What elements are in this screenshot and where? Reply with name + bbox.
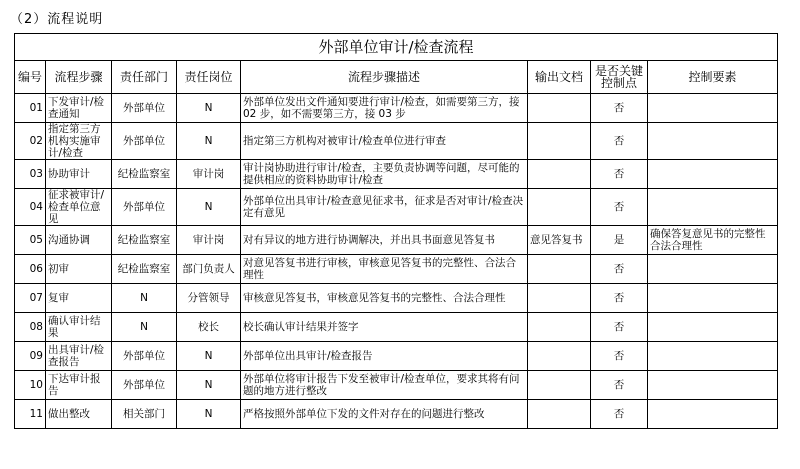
- cell-key-control: 否: [591, 371, 648, 400]
- cell-post: 分管领导: [177, 284, 241, 313]
- table-row: [15, 255, 778, 284]
- cell-dept: 纪检监察室: [112, 226, 177, 255]
- cell-step-name: 做出整改: [46, 400, 112, 429]
- cell-description: 外部单位出具审计/检查报告: [241, 342, 528, 371]
- table-row: [15, 313, 778, 342]
- cell-post: N: [177, 189, 241, 226]
- table-row: [15, 371, 778, 400]
- cell-control-element: [648, 123, 778, 160]
- table-row: [15, 94, 778, 123]
- cell-key-control: 否: [591, 160, 648, 189]
- cell-output-doc: [528, 284, 591, 313]
- cell-step-name: 下达审计报告: [46, 371, 112, 400]
- col-header-doc: 输出文档: [528, 61, 591, 94]
- cell-step-name: 指定第三方机构实施审计/检查: [46, 123, 112, 160]
- col-header-no: 编号: [15, 61, 46, 94]
- cell-output-doc: [528, 255, 591, 284]
- table-row: [15, 189, 778, 226]
- cell-output-doc: [528, 313, 591, 342]
- col-header-step: 流程步骤: [46, 61, 112, 94]
- section-heading: （2）流程说明: [10, 12, 104, 27]
- cell-step-name: 确认审计结果: [46, 313, 112, 342]
- cell-description: 对有异议的地方进行协调解决，并出具书面意见答复书: [241, 226, 528, 255]
- cell-post: 审计岗: [177, 160, 241, 189]
- cell-control-element: [648, 160, 778, 189]
- cell-control-element: [648, 400, 778, 429]
- cell-output-doc: [528, 371, 591, 400]
- col-header-dept: 责任部门: [112, 61, 177, 94]
- cell-description: 指定第三方机构对被审计/检查单位进行审查: [241, 123, 528, 160]
- cell-post: N: [177, 342, 241, 371]
- cell-description: 外部单位发出文件通知要进行审计/检查，如需要第三方，接 02 步，如不需要第三方，接 03 步: [241, 94, 528, 123]
- cell-description: 严格按照外部单位下发的文件对存在的问题进行整改: [241, 400, 528, 429]
- cell-post: N: [177, 94, 241, 123]
- cell-description: 校长确认审计结果并签字: [241, 313, 528, 342]
- table-row: [15, 342, 778, 371]
- cell-key-control: 是: [591, 226, 648, 255]
- cell-row-number: 06: [15, 255, 46, 284]
- table-row: [15, 400, 778, 429]
- header-row: [15, 61, 778, 94]
- cell-dept: 纪检监察室: [112, 160, 177, 189]
- col-header-key: 是否关键控制点: [591, 61, 648, 94]
- cell-control-element: [648, 284, 778, 313]
- cell-row-number: 04: [15, 189, 46, 226]
- cell-control-element: [648, 94, 778, 123]
- cell-dept: 外部单位: [112, 342, 177, 371]
- cell-row-number: 01: [15, 94, 46, 123]
- cell-step-name: 下发审计/检查通知: [46, 94, 112, 123]
- cell-key-control: 否: [591, 189, 648, 226]
- table-title: 外部单位审计/检查流程: [15, 34, 778, 61]
- col-header-post: 责任岗位: [177, 61, 241, 94]
- cell-dept: 外部单位: [112, 94, 177, 123]
- cell-dept: 外部单位: [112, 123, 177, 160]
- cell-output-doc: 意见答复书: [528, 226, 591, 255]
- cell-post: N: [177, 371, 241, 400]
- cell-output-doc: [528, 123, 591, 160]
- cell-post: 审计岗: [177, 226, 241, 255]
- cell-description: 外部单位出具审计/检查意见征求书，征求是否对审计/检查决定有意见: [241, 189, 528, 226]
- cell-output-doc: [528, 189, 591, 226]
- col-header-desc: 流程步骤描述: [241, 61, 528, 94]
- cell-row-number: 11: [15, 400, 46, 429]
- cell-post: 部门负责人: [177, 255, 241, 284]
- cell-output-doc: [528, 94, 591, 123]
- cell-key-control: 否: [591, 342, 648, 371]
- table-row: [15, 226, 778, 255]
- cell-output-doc: [528, 342, 591, 371]
- cell-post: N: [177, 400, 241, 429]
- cell-key-control: 否: [591, 255, 648, 284]
- cell-description: 审核意见答复书，审核意见答复书的完整性、合法合理性: [241, 284, 528, 313]
- title-row: [15, 34, 778, 61]
- cell-description: 审计岗协助进行审计/检查，主要负责协调等问题，尽可能的提供相应的资料协助审计/检查: [241, 160, 528, 189]
- cell-row-number: 02: [15, 123, 46, 160]
- cell-key-control: 否: [591, 400, 648, 429]
- cell-row-number: 08: [15, 313, 46, 342]
- cell-output-doc: [528, 400, 591, 429]
- cell-control-element: [648, 313, 778, 342]
- cell-row-number: 10: [15, 371, 46, 400]
- cell-output-doc: [528, 160, 591, 189]
- cell-control-element: [648, 371, 778, 400]
- cell-step-name: 复审: [46, 284, 112, 313]
- cell-dept: 外部单位: [112, 371, 177, 400]
- cell-post: 校长: [177, 313, 241, 342]
- col-header-control: 控制要素: [648, 61, 778, 94]
- cell-dept: 相关部门: [112, 400, 177, 429]
- cell-step-name: 征求被审计/检查单位意见: [46, 189, 112, 226]
- cell-key-control: 否: [591, 313, 648, 342]
- cell-description: 外部单位将审计报告下发至被审计/检查单位，要求其将有问题的地方进行整改: [241, 371, 528, 400]
- table-row: [15, 160, 778, 189]
- cell-key-control: 否: [591, 94, 648, 123]
- cell-post: N: [177, 123, 241, 160]
- cell-row-number: 03: [15, 160, 46, 189]
- cell-step-name: 出具审计/检查报告: [46, 342, 112, 371]
- cell-row-number: 05: [15, 226, 46, 255]
- cell-control-element: [648, 255, 778, 284]
- cell-key-control: 否: [591, 284, 648, 313]
- cell-dept: N: [112, 313, 177, 342]
- process-table: [14, 33, 778, 429]
- cell-control-element: [648, 189, 778, 226]
- table-row: [15, 123, 778, 160]
- table-row: [15, 284, 778, 313]
- cell-row-number: 09: [15, 342, 46, 371]
- cell-description: 对意见答复书进行审核，审核意见答复书的完整性、合法合理性: [241, 255, 528, 284]
- cell-step-name: 初审: [46, 255, 112, 284]
- cell-dept: 纪检监察室: [112, 255, 177, 284]
- cell-dept: N: [112, 284, 177, 313]
- cell-row-number: 07: [15, 284, 46, 313]
- cell-dept: 外部单位: [112, 189, 177, 226]
- cell-control-element: [648, 342, 778, 371]
- cell-key-control: 否: [591, 123, 648, 160]
- cell-control-element: 确保答复意见书的完整性合法合理性: [648, 226, 778, 255]
- cell-step-name: 协助审计: [46, 160, 112, 189]
- cell-step-name: 沟通协调: [46, 226, 112, 255]
